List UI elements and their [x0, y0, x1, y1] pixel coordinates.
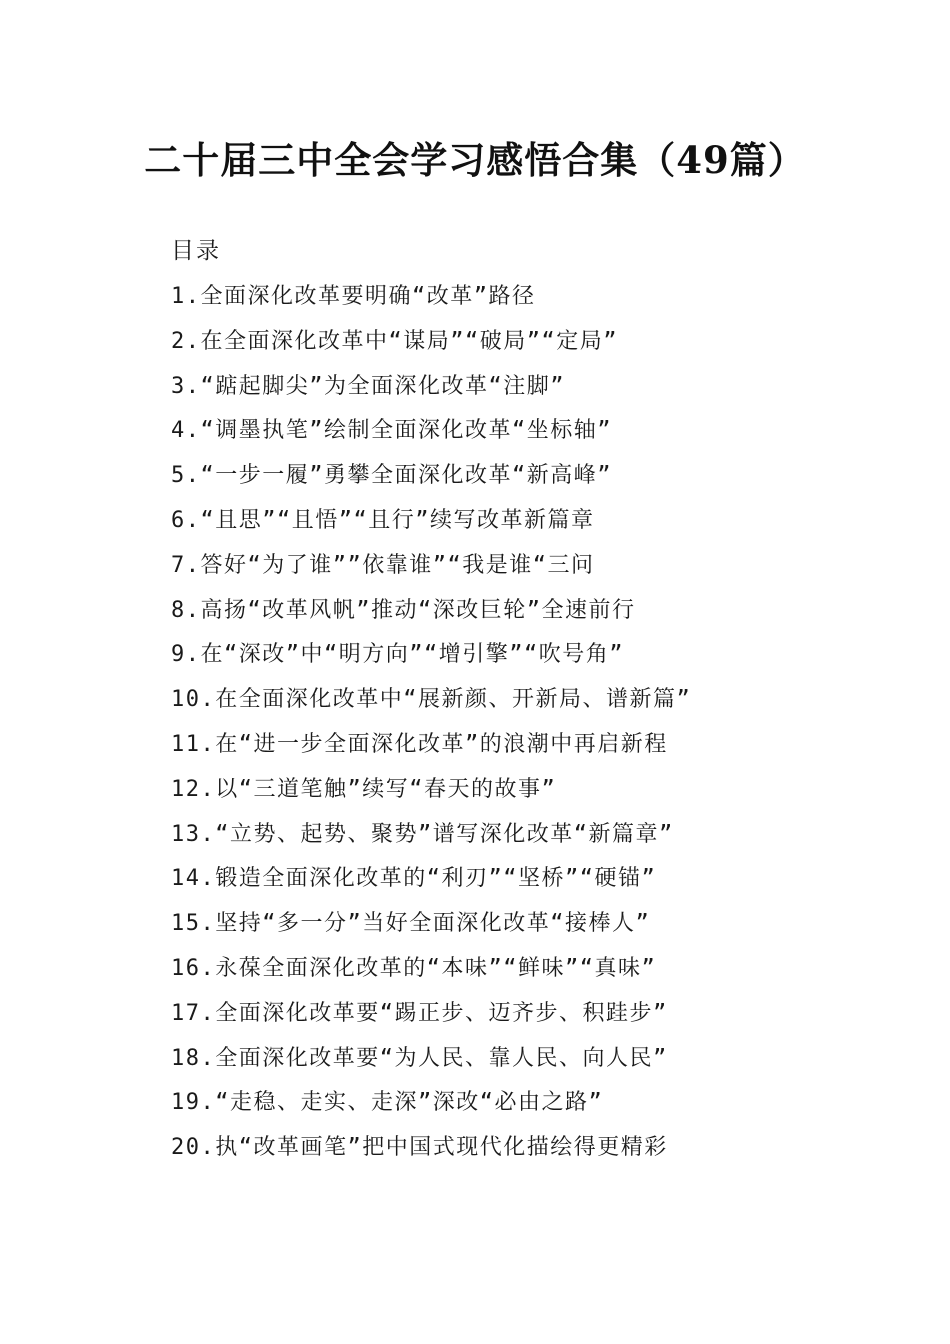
toc-item[interactable]: 13.“立势、起势、聚势”谱写深化改革“新篇章” — [171, 821, 674, 847]
toc-item[interactable]: 2.在全面深化改革中“谋局”“破局”“定局” — [171, 328, 618, 354]
toc-list — [171, 279, 791, 1175]
toc-item[interactable]: 19.“走稳、走实、走深”深改“必由之路” — [171, 1090, 604, 1116]
toc-item[interactable]: 15.坚持“多一分”当好全面深化改革“接棒人” — [171, 911, 651, 937]
toc-item[interactable]: 8.高扬“改革风帆”推动“深改巨轮”全速前行 — [171, 597, 636, 623]
toc-item[interactable]: 12.以“三道笔触”续写“春天的故事” — [171, 776, 557, 802]
toc-item[interactable]: 7.答好“为了谁””依靠谁”“我是谁“三问 — [171, 552, 595, 578]
toc-item[interactable]: 1.全面深化改革要明确“改革”路径 — [171, 284, 536, 309]
toc-item[interactable]: 3.“踮起脚尖”为全面深化改革“注脚” — [171, 373, 565, 399]
toc-item[interactable]: 9.在“深改”中“明方向”“增引擎”“吹号角” — [171, 642, 624, 668]
toc-item[interactable]: 18.全面深化改革要“为人民、靠人民、向人民” — [171, 1045, 668, 1071]
toc-item[interactable]: 5.“一步一履”勇攀全面深化改革“新高峰” — [171, 463, 612, 489]
toc-heading: 目录 — [171, 238, 221, 264]
toc-item[interactable]: 14.锻造全面深化改革的“利刃”“坚桥”“硬锚” — [171, 866, 657, 892]
toc-item[interactable]: 11.在“进一步全面深化改革”的浪潮中再启新程 — [171, 731, 668, 757]
toc-item[interactable]: 17.全面深化改革要“踢正步、迈齐步、积跬步” — [171, 1000, 668, 1026]
document-title: 二十届三中全会学习感悟合集（49篇） — [144, 138, 806, 182]
toc-item[interactable]: 16.永葆全面深化改革的“本味”“鲜味”“真味” — [171, 955, 657, 981]
toc-item[interactable]: 6.“且思”“且悟”“且行”续写改革新篇章 — [171, 507, 595, 533]
toc-item[interactable]: 10.在全面深化改革中“展新颜、开新局、谱新篇” — [171, 687, 692, 713]
toc-item[interactable]: 4.“调墨执笔”绘制全面深化改革“坐标轴” — [171, 418, 612, 444]
toc-item[interactable]: 20.执“改革画笔”把中国式现代化描绘得更精彩 — [171, 1135, 668, 1161]
